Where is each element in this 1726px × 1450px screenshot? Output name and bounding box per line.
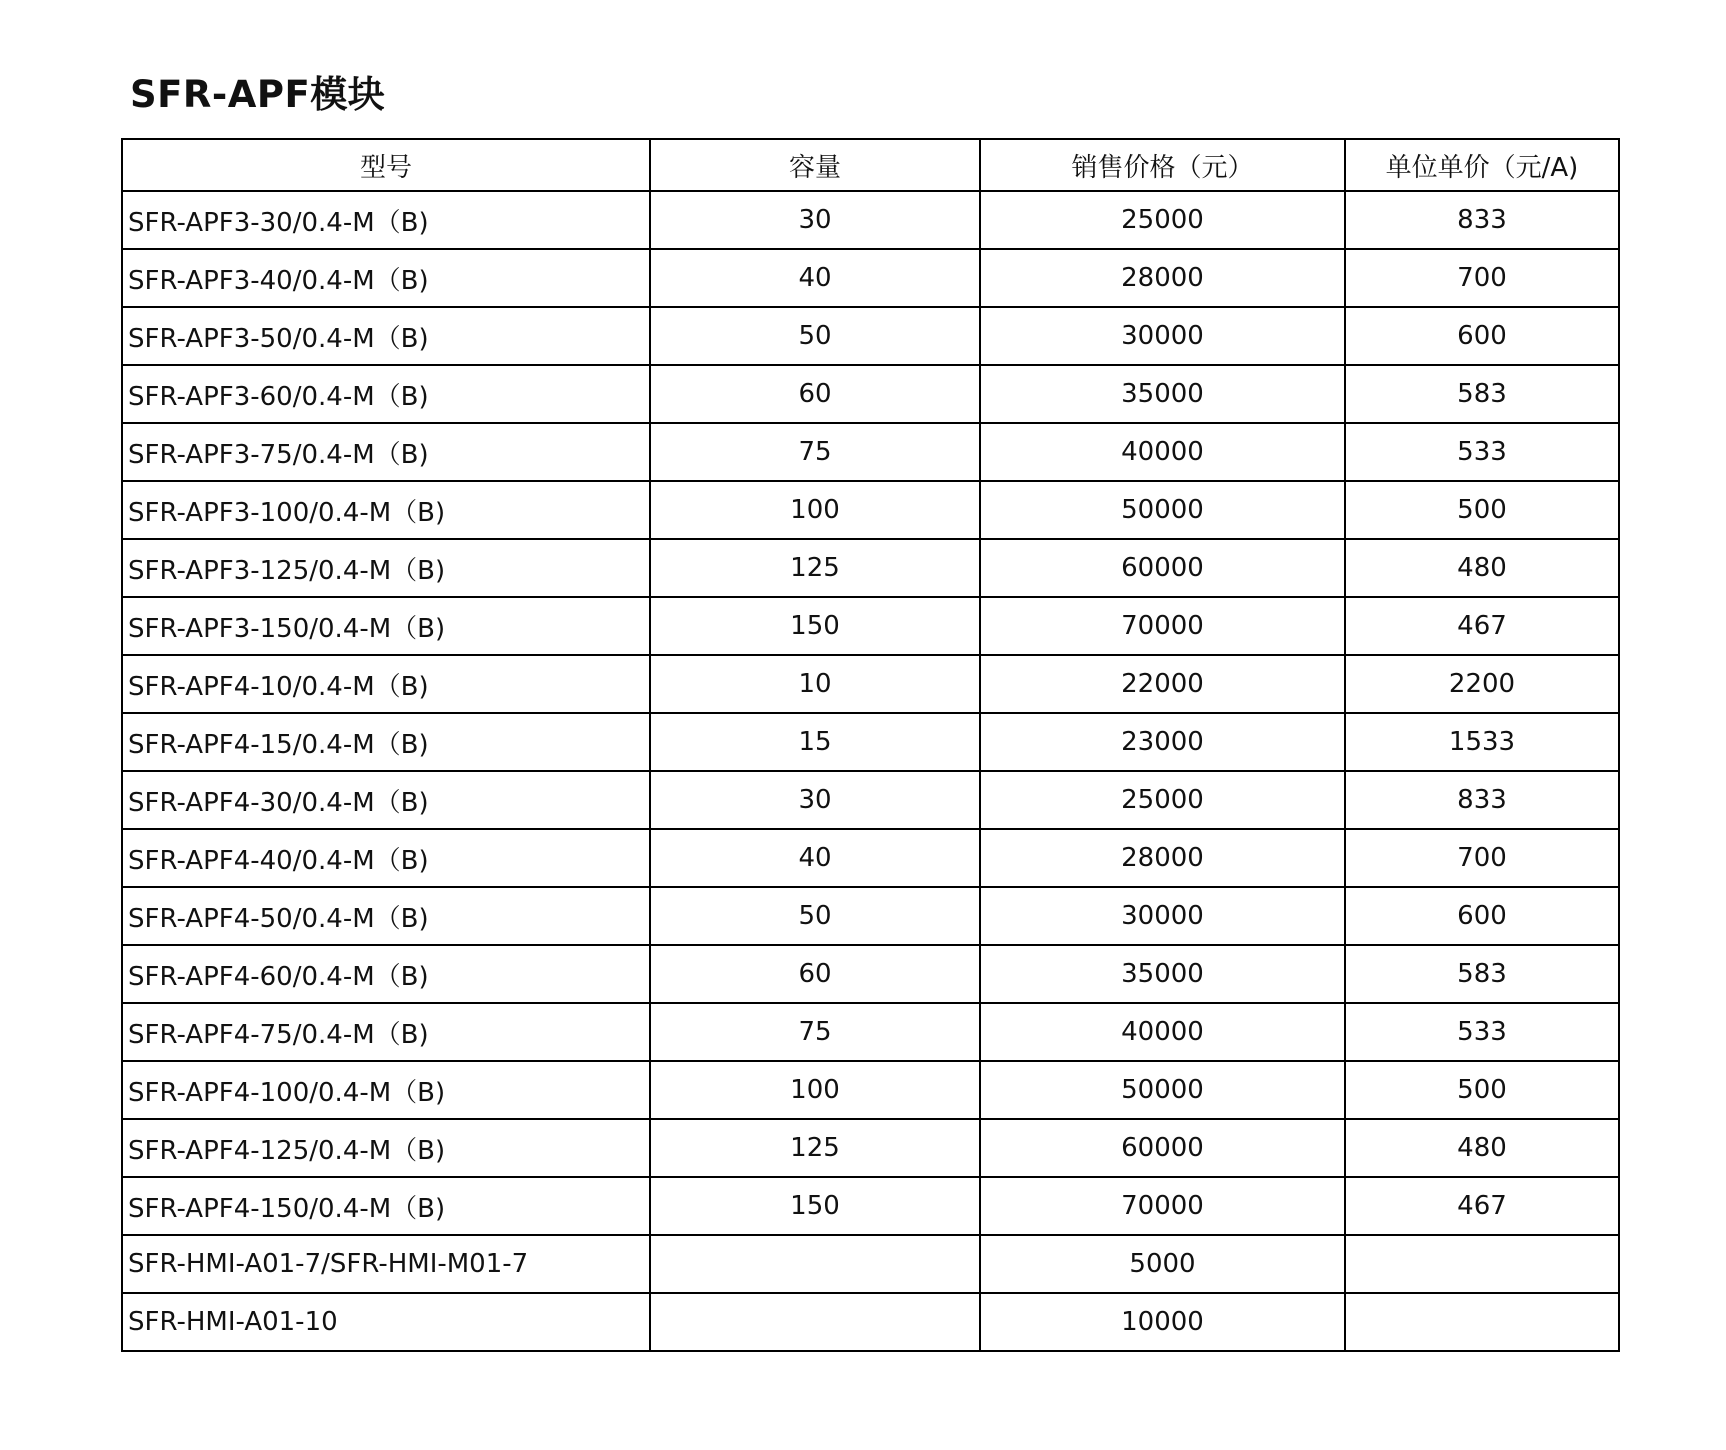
- model-cell: SFR-APF3-60/0.4-M（B): [122, 365, 650, 423]
- model-cell: SFR-APF4-15/0.4-M（B): [122, 713, 650, 771]
- capacity-cell: 100: [650, 1061, 980, 1119]
- unit-price-cell: 600: [1345, 307, 1619, 365]
- table-header: [122, 139, 1619, 191]
- unit-price-cell: 467: [1345, 1177, 1619, 1235]
- model-cell: SFR-APF4-30/0.4-M（B): [122, 771, 650, 829]
- capacity-cell: 10: [650, 655, 980, 713]
- model-cell: SFR-APF4-125/0.4-M（B): [122, 1119, 650, 1177]
- table-row: [122, 829, 1619, 887]
- table-row: [122, 191, 1619, 249]
- price-cell: 35000: [980, 945, 1345, 1003]
- unit-price-cell: 583: [1345, 365, 1619, 423]
- table-row: [122, 249, 1619, 307]
- header-capacity: 容量: [650, 139, 980, 191]
- table-row: [122, 655, 1619, 713]
- header-row: [122, 139, 1619, 191]
- model-cell: SFR-APF4-75/0.4-M（B): [122, 1003, 650, 1061]
- unit-price-cell: 1533: [1345, 713, 1619, 771]
- unit-price-cell: 2200: [1345, 655, 1619, 713]
- table-row: [122, 1003, 1619, 1061]
- model-cell: SFR-APF3-30/0.4-M（B): [122, 191, 650, 249]
- table-row: [122, 771, 1619, 829]
- model-cell: SFR-APF4-10/0.4-M（B): [122, 655, 650, 713]
- table-row: [122, 1235, 1619, 1293]
- table-row: [122, 481, 1619, 539]
- unit-price-cell: 467: [1345, 597, 1619, 655]
- capacity-cell: 75: [650, 1003, 980, 1061]
- model-cell: SFR-HMI-A01-7/SFR-HMI-M01-7: [122, 1235, 650, 1293]
- table-row: [122, 713, 1619, 771]
- model-cell: SFR-APF3-150/0.4-M（B): [122, 597, 650, 655]
- price-cell: 5000: [980, 1235, 1345, 1293]
- table-row: [122, 423, 1619, 481]
- model-cell: SFR-APF4-50/0.4-M（B): [122, 887, 650, 945]
- unit-price-cell: 700: [1345, 249, 1619, 307]
- capacity-cell: 125: [650, 539, 980, 597]
- unit-price-cell: 500: [1345, 1061, 1619, 1119]
- capacity-cell: 50: [650, 307, 980, 365]
- capacity-cell: 150: [650, 597, 980, 655]
- unit-price-cell: [1345, 1235, 1619, 1293]
- price-cell: 50000: [980, 1061, 1345, 1119]
- model-cell: SFR-APF3-100/0.4-M（B): [122, 481, 650, 539]
- capacity-cell: 30: [650, 771, 980, 829]
- price-cell: 50000: [980, 481, 1345, 539]
- price-cell: 30000: [980, 307, 1345, 365]
- price-cell: 22000: [980, 655, 1345, 713]
- table-row: [122, 365, 1619, 423]
- table-row: [122, 887, 1619, 945]
- unit-price-cell: 480: [1345, 1119, 1619, 1177]
- table-body: [122, 191, 1619, 1351]
- header-unit-price: 单位单价（元/A): [1345, 139, 1619, 191]
- table-row: [122, 1293, 1619, 1351]
- price-cell: 60000: [980, 1119, 1345, 1177]
- price-cell: 40000: [980, 423, 1345, 481]
- price-cell: 10000: [980, 1293, 1345, 1351]
- capacity-cell: 50: [650, 887, 980, 945]
- table-row: [122, 597, 1619, 655]
- price-cell: 40000: [980, 1003, 1345, 1061]
- table-row: [122, 539, 1619, 597]
- price-cell: 28000: [980, 249, 1345, 307]
- capacity-cell: 125: [650, 1119, 980, 1177]
- unit-price-cell: 533: [1345, 423, 1619, 481]
- model-cell: SFR-APF4-100/0.4-M（B): [122, 1061, 650, 1119]
- page-title: SFR-APF模块: [130, 73, 386, 116]
- table-row: [122, 1177, 1619, 1235]
- unit-price-cell: 600: [1345, 887, 1619, 945]
- model-cell: SFR-APF4-40/0.4-M（B): [122, 829, 650, 887]
- price-cell: 70000: [980, 1177, 1345, 1235]
- model-cell: SFR-APF4-150/0.4-M（B): [122, 1177, 650, 1235]
- model-cell: SFR-APF3-125/0.4-M（B): [122, 539, 650, 597]
- capacity-cell: 15: [650, 713, 980, 771]
- capacity-cell: 75: [650, 423, 980, 481]
- unit-price-cell: 833: [1345, 771, 1619, 829]
- unit-price-cell: 833: [1345, 191, 1619, 249]
- capacity-cell: 100: [650, 481, 980, 539]
- price-cell: 30000: [980, 887, 1345, 945]
- table-row: [122, 307, 1619, 365]
- price-cell: 23000: [980, 713, 1345, 771]
- price-cell: 70000: [980, 597, 1345, 655]
- table-row: [122, 945, 1619, 1003]
- capacity-cell: [650, 1235, 980, 1293]
- header-price: 销售价格（元）: [980, 139, 1345, 191]
- model-cell: SFR-APF4-60/0.4-M（B): [122, 945, 650, 1003]
- capacity-cell: 40: [650, 249, 980, 307]
- capacity-cell: 40: [650, 829, 980, 887]
- model-cell: SFR-HMI-A01-10: [122, 1293, 650, 1351]
- table-row: [122, 1119, 1619, 1177]
- capacity-cell: 150: [650, 1177, 980, 1235]
- unit-price-cell: 700: [1345, 829, 1619, 887]
- model-cell: SFR-APF3-50/0.4-M（B): [122, 307, 650, 365]
- price-cell: 60000: [980, 539, 1345, 597]
- capacity-cell: 30: [650, 191, 980, 249]
- price-cell: 35000: [980, 365, 1345, 423]
- price-cell: 28000: [980, 829, 1345, 887]
- capacity-cell: 60: [650, 945, 980, 1003]
- price-cell: 25000: [980, 771, 1345, 829]
- model-cell: SFR-APF3-40/0.4-M（B): [122, 249, 650, 307]
- capacity-cell: 60: [650, 365, 980, 423]
- unit-price-cell: 480: [1345, 539, 1619, 597]
- header-model: 型号: [122, 139, 650, 191]
- capacity-cell: [650, 1293, 980, 1351]
- unit-price-cell: 500: [1345, 481, 1619, 539]
- unit-price-cell: [1345, 1293, 1619, 1351]
- price-table: [121, 138, 1620, 1352]
- price-cell: 25000: [980, 191, 1345, 249]
- unit-price-cell: 583: [1345, 945, 1619, 1003]
- unit-price-cell: 533: [1345, 1003, 1619, 1061]
- model-cell: SFR-APF3-75/0.4-M（B): [122, 423, 650, 481]
- table-row: [122, 1061, 1619, 1119]
